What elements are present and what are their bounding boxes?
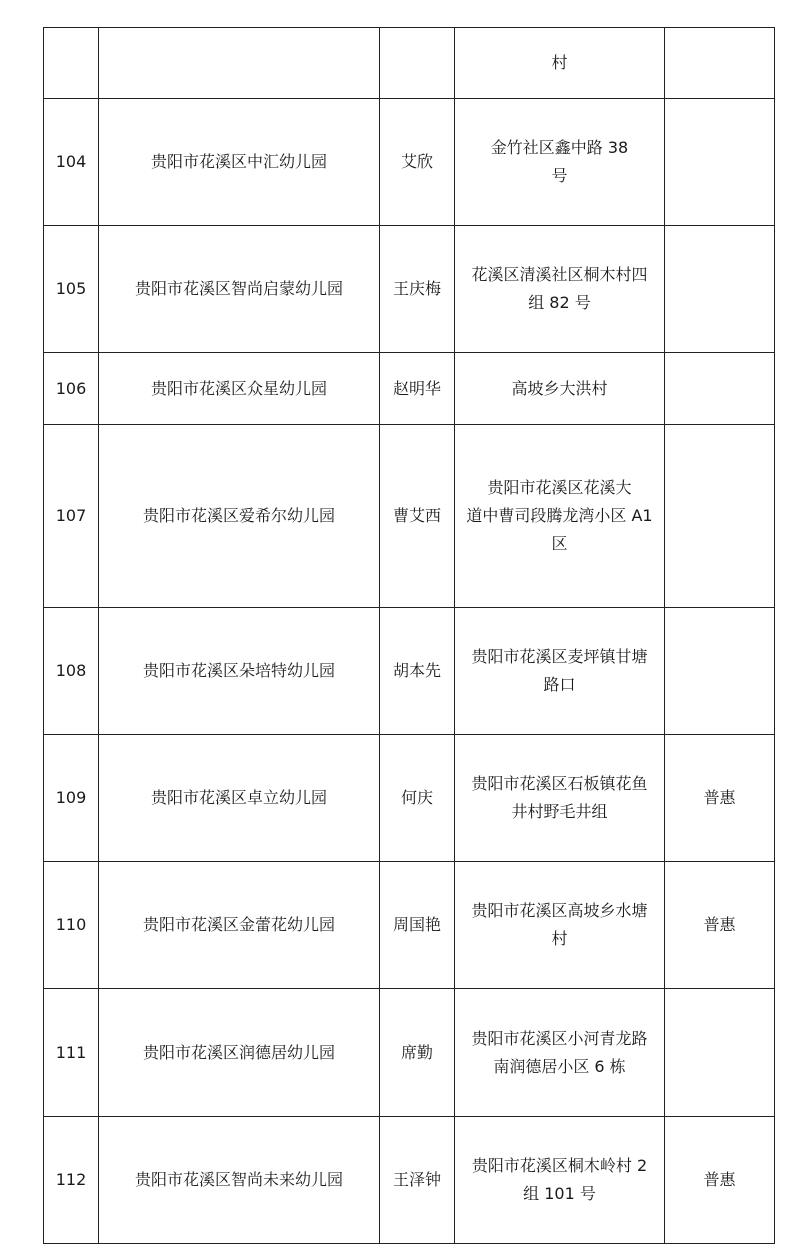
table-row: [44, 1117, 775, 1244]
address-line: 贵阳市花溪区桐木岭村 2: [471, 1156, 648, 1175]
row-number: 105: [44, 226, 99, 353]
address-line: 南润德居小区 6 栋: [493, 1056, 626, 1076]
kindergarten-table: [43, 27, 775, 1244]
responsible-person: 周国艳: [380, 862, 455, 989]
address-line: 区: [551, 534, 568, 553]
address-line: 村: [551, 53, 568, 72]
address-line: 金竹社区鑫中路 38: [490, 138, 629, 157]
responsible-person: 赵明华: [380, 353, 455, 425]
kindergarten-name: 贵阳市花溪区卓立幼儿园: [99, 735, 380, 862]
kindergarten-type: [665, 99, 775, 226]
kindergarten-name: 贵阳市花溪区润德居幼儿园: [99, 989, 380, 1117]
address-cell: [455, 1117, 665, 1244]
table-row: [44, 99, 775, 226]
row-number: 107: [44, 425, 99, 608]
address-line: 贵阳市花溪区高坡乡水塘: [471, 901, 648, 920]
responsible-person: 席勤: [380, 989, 455, 1117]
responsible-person: 曹艾西: [380, 425, 455, 608]
address-line: 贵阳市花溪区麦坪镇甘塘: [471, 647, 648, 666]
responsible-person: 何庆: [380, 735, 455, 862]
address-cell: [455, 353, 665, 425]
table-row: [44, 862, 775, 989]
table-row: [44, 28, 775, 99]
table-row: [44, 735, 775, 862]
kindergarten-name: 贵阳市花溪区金蕾花幼儿园: [99, 862, 380, 989]
address-line: 村: [551, 929, 568, 948]
kindergarten-name: 贵阳市花溪区中汇幼儿园: [99, 99, 380, 226]
table-row: [44, 989, 775, 1117]
address-cell: [455, 425, 665, 608]
row-number: 104: [44, 99, 99, 226]
address-line: 花溪区清溪社区桐木村四: [471, 265, 648, 284]
address-line: 贵阳市花溪区石板镇花鱼: [471, 774, 648, 793]
kindergarten-name: [99, 28, 380, 99]
address-cell: [455, 99, 665, 226]
row-number: 112: [44, 1117, 99, 1244]
address-cell: [455, 608, 665, 735]
kindergarten-name: 贵阳市花溪区朵培特幼儿园: [99, 608, 380, 735]
kindergarten-type: [665, 608, 775, 735]
kindergarten-type: [665, 353, 775, 425]
row-number: 109: [44, 735, 99, 862]
address-line: 贵阳市花溪区小河青龙路: [471, 1028, 648, 1048]
address-line: 贵阳市花溪区花溪大: [487, 478, 632, 497]
row-number: 108: [44, 608, 99, 735]
kindergarten-name: 贵阳市花溪区智尚未来幼儿园: [99, 1117, 380, 1244]
kindergarten-type: [665, 28, 775, 99]
kindergarten-name: 贵阳市花溪区众星幼儿园: [99, 353, 380, 425]
address-line: 高坡乡大洪村: [511, 378, 608, 398]
address-cell: [455, 226, 665, 353]
table-row: [44, 226, 775, 353]
address-line: 道中曹司段腾龙湾小区 A1: [466, 506, 653, 525]
responsible-person: 胡本先: [380, 608, 455, 735]
responsible-person: [380, 28, 455, 99]
table-row: [44, 425, 775, 608]
kindergarten-type: 普惠: [665, 862, 775, 989]
row-number: 111: [44, 989, 99, 1117]
address-line: 井村野毛井组: [511, 802, 608, 821]
address-line: 组 101 号: [523, 1184, 596, 1203]
kindergarten-name: 贵阳市花溪区爱希尔幼儿园: [99, 425, 380, 608]
kindergarten-type: 普惠: [665, 735, 775, 862]
address-line: 号: [551, 166, 568, 185]
row-number: [44, 28, 99, 99]
table-row: [44, 608, 775, 735]
address-cell: [455, 989, 665, 1117]
address-line: 组 82 号: [528, 293, 591, 312]
row-number: 110: [44, 862, 99, 989]
responsible-person: 王庆梅: [380, 226, 455, 353]
table-body: [44, 28, 775, 1244]
row-number: 106: [44, 353, 99, 425]
table-row: [44, 353, 775, 425]
kindergarten-type: [665, 425, 775, 608]
kindergarten-type: [665, 226, 775, 353]
kindergarten-type: 普惠: [665, 1117, 775, 1244]
kindergarten-type: [665, 989, 775, 1117]
responsible-person: 艾欣: [380, 99, 455, 226]
address-line: 路口: [543, 675, 576, 694]
address-cell: [455, 28, 665, 99]
address-cell: [455, 862, 665, 989]
responsible-person: 王泽钟: [380, 1117, 455, 1244]
kindergarten-name: 贵阳市花溪区智尚启蒙幼儿园: [99, 226, 380, 353]
address-cell: [455, 735, 665, 862]
